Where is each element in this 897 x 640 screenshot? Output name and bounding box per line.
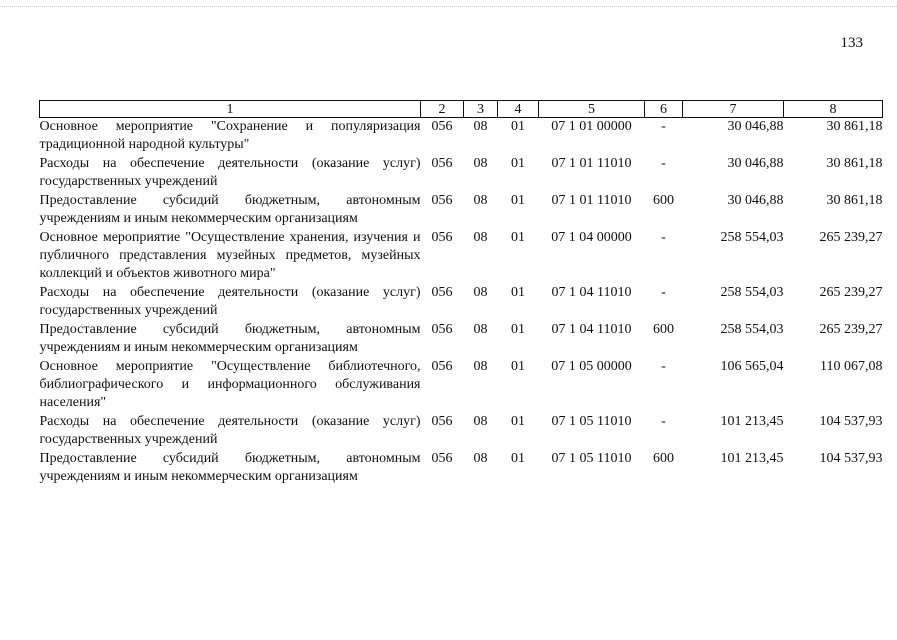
cell-expense-type: 600 (653, 451, 674, 466)
table-row (40, 155, 883, 192)
cell-subsection: 01 (511, 285, 525, 300)
table-row (40, 118, 883, 156)
cell-target-article: 07 1 04 11010 (551, 285, 632, 300)
cell-admin-code: 056 (431, 193, 453, 208)
table-header-row (40, 101, 883, 118)
table-row (40, 321, 883, 358)
cell-expense-type: - (661, 119, 666, 134)
table-row (40, 413, 883, 450)
cell-amount-2: 110 067,08 (820, 359, 883, 374)
column-header: 4 (498, 101, 539, 118)
cell-expense-type: 600 (653, 322, 674, 337)
row-description: Предоставление субсидий бюджетным, автономным учреждениям и иным некоммерческим организациям (39, 193, 421, 226)
cell-target-article: 07 1 05 11010 (551, 451, 632, 466)
cell-amount-2: 104 537,93 (819, 451, 883, 466)
cell-amount-2: 104 537,93 (819, 414, 883, 429)
row-description: Предоставление субсидий бюджетным, автономным учреждениям и иным некоммерческим организациям (39, 451, 421, 484)
cell-section: 08 (473, 322, 488, 337)
cell-section: 08 (473, 230, 488, 245)
column-header: 8 (784, 101, 883, 118)
cell-section: 08 (473, 285, 488, 300)
cell-target-article: 07 1 05 00000 (551, 359, 632, 374)
row-description: Основное мероприятие "Сохранение и популяризация традиционной народной культуры" (39, 119, 421, 152)
row-description: Основное мероприятие "Осуществление библиотечного, библиографического и информационного обслуживания населения" (39, 359, 421, 410)
cell-target-article: 07 1 01 11010 (551, 156, 632, 171)
cell-expense-type: - (661, 285, 666, 300)
cell-admin-code: 056 (431, 156, 453, 171)
cell-amount-1: 258 554,03 (720, 230, 784, 245)
cell-amount-2: 265 239,27 (819, 322, 883, 337)
table-row (40, 284, 883, 321)
cell-target-article: 07 1 04 00000 (551, 230, 632, 245)
table-row (40, 450, 883, 487)
cell-target-article: 07 1 01 11010 (551, 193, 632, 208)
cell-section: 08 (473, 359, 488, 374)
cell-amount-1: 106 565,04 (720, 359, 784, 374)
cell-section: 08 (473, 119, 488, 134)
cell-amount-2: 30 861,18 (826, 193, 883, 208)
cell-section: 08 (473, 193, 488, 208)
cell-amount-2: 265 239,27 (819, 285, 883, 300)
cell-amount-1: 30 046,88 (727, 193, 784, 208)
column-header: 6 (645, 101, 683, 118)
cell-expense-type: - (661, 230, 666, 245)
row-description: Предоставление субсидий бюджетным, автономным учреждениям и иным некоммерческим организациям (39, 322, 421, 355)
cell-subsection: 01 (511, 451, 525, 466)
cell-target-article: 07 1 04 11010 (551, 322, 632, 337)
cell-target-article: 07 1 01 00000 (551, 119, 632, 134)
column-header: 7 (683, 101, 784, 118)
cell-expense-type: - (661, 156, 666, 171)
cell-admin-code: 056 (431, 285, 453, 300)
cell-subsection: 01 (511, 322, 525, 337)
cell-amount-1: 30 046,88 (727, 156, 784, 171)
cell-subsection: 01 (511, 156, 525, 171)
table-row (40, 192, 883, 229)
row-description: Расходы на обеспечение деятельности (оказание услуг) государственных учреждений (39, 285, 421, 318)
cell-target-article: 07 1 05 11010 (551, 414, 632, 429)
row-description: Расходы на обеспечение деятельности (оказание услуг) государственных учреждений (39, 156, 421, 189)
budget-table (39, 100, 883, 487)
cell-expense-type: 600 (653, 193, 674, 208)
cell-amount-2: 30 861,18 (826, 156, 883, 171)
cell-subsection: 01 (511, 193, 525, 208)
cell-admin-code: 056 (431, 322, 453, 337)
cell-subsection: 01 (511, 414, 525, 429)
column-header: 1 (40, 101, 421, 118)
cell-subsection: 01 (511, 359, 525, 374)
cell-amount-1: 258 554,03 (720, 322, 784, 337)
cell-section: 08 (473, 451, 488, 466)
cell-subsection: 01 (511, 119, 525, 134)
cell-amount-2: 30 861,18 (826, 119, 883, 134)
cell-amount-1: 101 213,45 (720, 414, 784, 429)
cell-amount-1: 101 213,45 (720, 451, 784, 466)
column-header: 2 (421, 101, 464, 118)
page-number: 133 (840, 35, 863, 51)
cell-amount-2: 265 239,27 (819, 230, 883, 245)
row-description: Расходы на обеспечение деятельности (оказание услуг) государственных учреждений (39, 414, 421, 447)
cell-admin-code: 056 (431, 451, 453, 466)
cell-admin-code: 056 (431, 414, 453, 429)
cell-section: 08 (473, 414, 488, 429)
table-row (40, 229, 883, 284)
cell-admin-code: 056 (431, 230, 453, 245)
scan-edge-line (0, 6, 897, 7)
table-row (40, 358, 883, 413)
cell-expense-type: - (661, 359, 666, 374)
column-header: 5 (539, 101, 645, 118)
cell-subsection: 01 (511, 230, 525, 245)
cell-expense-type: - (661, 414, 666, 429)
cell-admin-code: 056 (431, 359, 453, 374)
cell-amount-1: 258 554,03 (720, 285, 784, 300)
cell-admin-code: 056 (431, 119, 453, 134)
cell-section: 08 (473, 156, 488, 171)
row-description: Основное мероприятие "Осуществление хранения, изучения и публичного представления музейных предметов, музейных коллекций и объектов животного мира" (39, 230, 421, 281)
cell-amount-1: 30 046,88 (727, 119, 784, 134)
column-header: 3 (464, 101, 498, 118)
